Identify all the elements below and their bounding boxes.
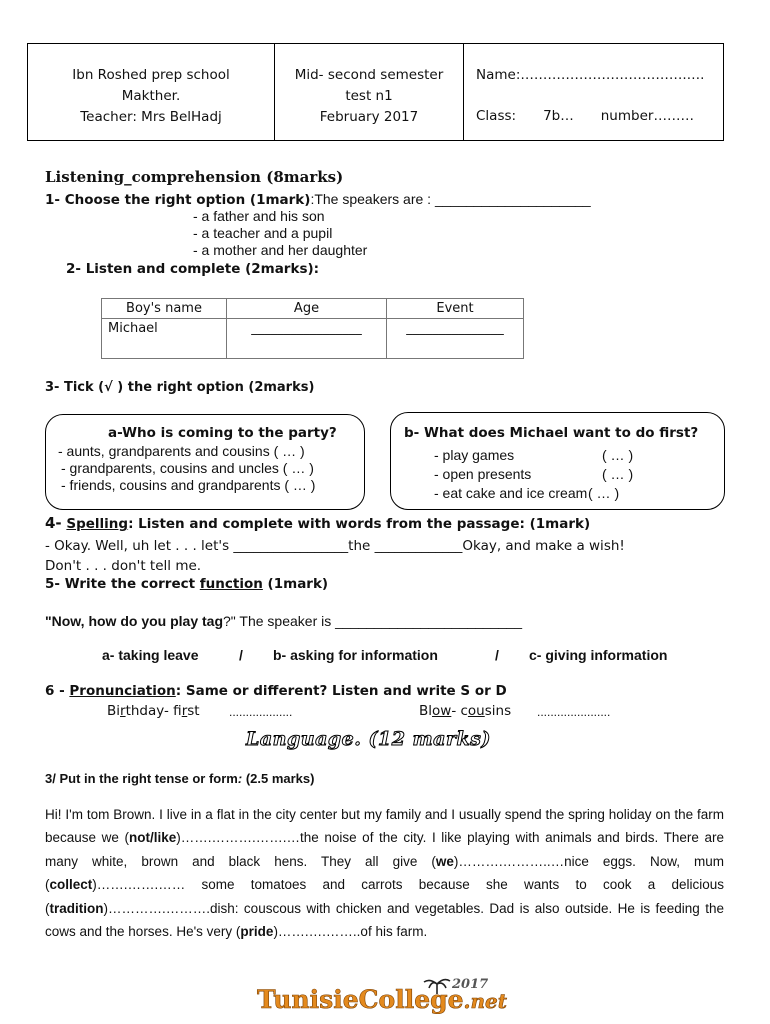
q5-separator-2: /: [495, 647, 499, 663]
q6-pre: 6 -: [45, 683, 70, 699]
box-a-option-2[interactable]: - grandparents, cousins and uncles ( … ): [61, 460, 314, 476]
q6-word-2: [419, 703, 511, 719]
question-1: [45, 189, 591, 208]
header-table: [27, 43, 724, 141]
q5-pre: 5- Write the correct: [45, 576, 200, 592]
q6-w2-part: - c: [451, 703, 468, 719]
q5-function: function: [199, 576, 263, 592]
logo-main: TunisieCollege: [257, 985, 464, 1014]
q6-w2-part: sins: [484, 703, 512, 719]
para-text[interactable]: )………….……….dish: couscous with chicken and vegetables. Dad is also outside. He is feeding the cows and the horses. He's very (: [45, 900, 724, 940]
question-6: [45, 683, 507, 699]
q5-option-a[interactable]: a- taking leave: [102, 647, 199, 663]
box-b-tick-3[interactable]: ( … ): [588, 485, 620, 501]
test-cell: [275, 44, 464, 140]
q2-label: 2- Listen and complete (2marks):: [66, 261, 320, 277]
para-text[interactable]: )…….…….…… some tomatoes and carrots because she wants to cook a delicious (: [45, 877, 724, 916]
q1-option-1[interactable]: - a father and his son: [193, 208, 325, 224]
q5-separator-1: /: [239, 647, 243, 663]
q6-w2-sound: ow: [432, 703, 452, 719]
q6-w1-part: thday- fi: [125, 703, 182, 719]
box-b-option-2[interactable]: - open presents: [434, 466, 532, 482]
test-number: test n1: [345, 88, 393, 104]
box-b-options: [434, 446, 587, 503]
q6-word-1: [107, 703, 200, 719]
q4-instruction: : Listen and complete with words from the passage: (1mark): [128, 516, 591, 532]
q5-option-b[interactable]: b- asking for information: [273, 647, 438, 663]
number-field[interactable]: number………: [600, 108, 694, 124]
q5-quote-bold: "Now, how do you play tag: [45, 613, 224, 629]
language-q3-title: [45, 771, 314, 786]
teacher-name: Teacher: Mrs BelHadj: [80, 109, 222, 125]
test-date: February 2017: [319, 109, 419, 125]
school-cell: [28, 44, 275, 140]
site-logo: [257, 985, 507, 1014]
cell-event[interactable]: _______________: [387, 319, 524, 359]
col-age: Age: [227, 299, 387, 319]
verb-cue-not-like: not/like: [128, 830, 177, 846]
q1-text: :The speakers are : ____________________: [310, 191, 591, 207]
col-boys-name: Boy's name: [102, 299, 227, 319]
cell-age[interactable]: _________________: [227, 319, 387, 359]
col-event: Event: [387, 299, 524, 319]
lq3-label: 3/ Put in the right tense or form: [45, 771, 238, 786]
q1-option-2[interactable]: - a teacher and a pupil: [193, 225, 333, 241]
q6-blank-2[interactable]: ......................: [537, 705, 611, 719]
q5-option-c[interactable]: c- giving information: [529, 647, 668, 663]
q6-instruction: : Same or different? Listen and write S or D: [175, 683, 507, 699]
box-a-option-3[interactable]: - friends, cousins and grandparents ( … ): [61, 477, 316, 493]
para-text[interactable]: )…….……….…….…the noise of the city. I like playing with animals and birds. There are many white, brown and black hens. They all give (: [45, 830, 724, 869]
box-a: [45, 414, 365, 510]
q6-w1-sound: r: [181, 703, 188, 719]
q4-spelling: Spelling: [66, 516, 129, 532]
q6-w1-sound: r: [120, 703, 126, 719]
test-title: Mid- second semester: [294, 67, 444, 83]
q6-blank-1[interactable]: ...................: [229, 705, 293, 719]
class-label: Class:: [476, 108, 517, 124]
box-b-option-3[interactable]: - eat cake and ice cream: [434, 485, 588, 501]
box-b: [390, 412, 725, 510]
lq3-marks: (2.5 marks): [242, 771, 315, 786]
table-row: [102, 319, 524, 359]
q4-text: [45, 536, 625, 576]
verb-cue-tradition: tradition: [49, 900, 104, 916]
q6-w2-sound: ou: [467, 703, 485, 719]
box-a-options: [58, 443, 315, 494]
q1-options: [193, 208, 367, 259]
q4-number: 4-: [45, 514, 62, 532]
box-b-title: b- What does Michael want to do first?: [404, 425, 699, 441]
logo-year: 2017: [452, 977, 489, 992]
q4-line-1: - Okay. Well, uh let . . . let's _________________the _____________Okay, and make a wish!: [45, 538, 625, 554]
q5-quote: [45, 613, 522, 629]
q1-label: 1- Choose the right option (1mark): [45, 192, 311, 208]
name-field[interactable]: Name:……………………………….….: [476, 67, 705, 83]
logo-net: .net: [463, 989, 507, 1013]
tense-paragraph: [45, 803, 724, 943]
language-title: Language. (12 marks): [246, 728, 491, 750]
lq3-colon: :: [237, 771, 243, 786]
box-a-option-1[interactable]: - aunts, grandparents and cousins ( … ): [58, 443, 305, 459]
verb-cue-pride: pride: [240, 924, 274, 940]
q6-w1-part: st: [187, 703, 200, 719]
q6-pronunciation: Pronunciation: [69, 683, 176, 699]
class-value[interactable]: 7b…: [543, 108, 574, 124]
para-text[interactable]: )…….….……..of his farm.: [273, 924, 428, 940]
q6-w1-part: Bi: [107, 703, 121, 719]
q4-line-2: Don't . . . don't tell me.: [45, 558, 202, 574]
verb-cue-we: we: [435, 853, 454, 869]
verb-cue-collect: collect: [49, 877, 93, 893]
box-b-tick-2[interactable]: ( … ): [602, 466, 634, 482]
q5-post: (1mark): [262, 576, 329, 592]
q1-option-3[interactable]: - a mother and her daughter: [193, 242, 368, 258]
school-name: Ibn Roshed prep school: [72, 67, 230, 83]
school-town: Makther.: [121, 88, 181, 104]
para-text[interactable]: )……….………..…nice eggs. Now, mum (: [45, 853, 724, 893]
box-b-tick-1[interactable]: ( … ): [602, 447, 634, 463]
box-a-title: a-Who is coming to the party?: [108, 425, 337, 441]
question-5: [45, 576, 328, 592]
q3-label: 3- Tick (√ ) the right option (2marks): [45, 380, 315, 395]
cell-name: Michael: [102, 319, 227, 359]
box-b-option-1[interactable]: - play games: [434, 447, 515, 463]
q6-w2-part: Bl: [419, 703, 433, 719]
listening-title: Listening_comprehension (8marks): [45, 168, 344, 186]
box-b-ticks: [588, 446, 634, 503]
student-cell: [464, 44, 723, 140]
question-4: [45, 514, 590, 532]
boy-info-table: [101, 298, 524, 359]
para-text: Hi! I'm tom Brown. I live in a flat in the city center but my family and I usually spend the spring holiday on the farm because we (: [45, 807, 724, 846]
q5-quote-rest: ?" The speaker is ________________________: [223, 613, 522, 629]
